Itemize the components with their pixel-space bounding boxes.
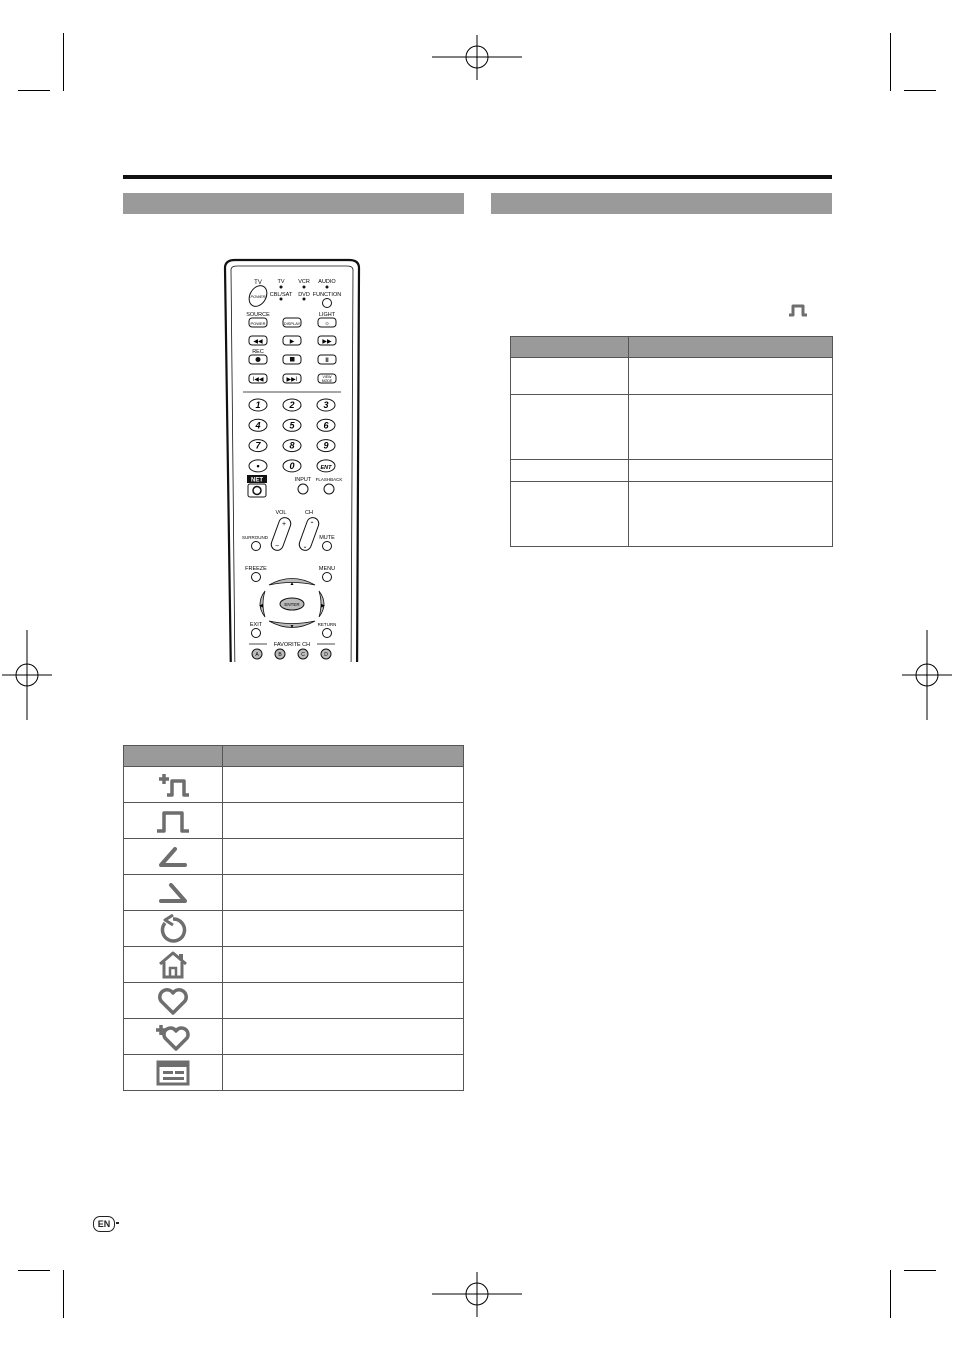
- crop-mark: [890, 1270, 891, 1318]
- table-cell: [223, 947, 464, 983]
- digit-label: 1: [255, 400, 261, 410]
- volume-down-icon: −: [274, 543, 280, 550]
- prev-icon: [155, 843, 191, 871]
- reload-icon: [155, 914, 191, 944]
- home-icon: [155, 950, 191, 980]
- view-mode-label: VIEW: [322, 375, 332, 379]
- crop-mark: [904, 90, 936, 91]
- table-cell: [223, 839, 464, 875]
- table-row: [124, 1019, 464, 1055]
- arrow-right-icon: ▶: [321, 603, 325, 609]
- digit-label: 9: [323, 440, 329, 451]
- crop-mark: [890, 33, 891, 91]
- mute-button[interactable]: [323, 542, 332, 551]
- icon-cell: [124, 767, 223, 803]
- registration-mark: [2, 630, 52, 720]
- digit-label: 7: [255, 440, 261, 451]
- icon-table: [123, 745, 464, 1091]
- page-icon: [787, 303, 809, 317]
- table-cell: [223, 911, 464, 947]
- rec-icon: [256, 357, 261, 362]
- icon-cell: [124, 1055, 223, 1091]
- icon-cell: [124, 983, 223, 1019]
- function-table: [510, 336, 833, 547]
- label-tv-source: TV: [277, 279, 285, 285]
- favorite-d-label: D: [324, 652, 328, 658]
- label-tv: TV: [254, 280, 262, 286]
- table-row: [124, 767, 464, 803]
- digit-label: 8: [289, 440, 295, 451]
- rewind-icon: ◀◀: [253, 339, 263, 345]
- table-cell: [223, 767, 464, 803]
- crop-mark: [904, 1270, 936, 1271]
- enter-label: ENTER: [284, 602, 300, 607]
- label-menu: MENU: [318, 566, 336, 572]
- digit-label: 6: [323, 420, 329, 431]
- arrow-down-icon: ▼: [289, 624, 295, 630]
- add-page-icon: [155, 771, 191, 799]
- crop-mark: [63, 1270, 64, 1318]
- arrow-left-icon: ◀: [259, 603, 263, 609]
- digit-label: ENT: [320, 464, 332, 471]
- label-mute: MUTE: [319, 535, 335, 541]
- view-mode-label-2: MODE: [321, 379, 333, 383]
- table-row: [124, 911, 464, 947]
- digit-label: 5: [289, 420, 295, 431]
- fast-forward-icon: ▶▶: [322, 339, 332, 345]
- favorite-a-label: A: [255, 652, 259, 658]
- table-row: [511, 358, 833, 395]
- label-return: RETURN: [317, 622, 337, 627]
- icon-cell: [124, 839, 223, 875]
- table-row: [124, 1055, 464, 1091]
- digit-label: •: [256, 460, 260, 471]
- exit-button[interactable]: [252, 629, 261, 638]
- light-icon: ☼: [324, 321, 330, 327]
- play-icon: ▶: [289, 339, 295, 345]
- table-row: [124, 803, 464, 839]
- digit-label: 2: [289, 400, 295, 410]
- table-cell: [629, 395, 833, 460]
- source-power-label: POWER: [250, 321, 266, 326]
- table-cell: [223, 1019, 464, 1055]
- table-cell: [629, 460, 833, 482]
- favorite-b-label: B: [278, 652, 282, 658]
- table-cell: [511, 358, 629, 395]
- stop-icon: [290, 357, 295, 362]
- table-header-row: [124, 746, 464, 767]
- table-row: [511, 482, 833, 547]
- table-row: [124, 947, 464, 983]
- registration-mark: [432, 1272, 522, 1317]
- table-header-cell: [223, 746, 464, 767]
- table-cell: [629, 358, 833, 395]
- registration-mark: [902, 630, 952, 720]
- icon-cell: [124, 947, 223, 983]
- input-button[interactable]: [298, 484, 308, 494]
- table-cell: [223, 1055, 464, 1091]
- table-header-cell: [511, 337, 629, 358]
- table-cell: [511, 482, 629, 547]
- crop-mark: [18, 1270, 50, 1271]
- table-cell: [223, 875, 464, 911]
- table-row: [511, 460, 833, 482]
- label-ch: CH: [305, 510, 313, 516]
- favorite-c-label: C: [301, 652, 305, 658]
- header-rule: [123, 175, 832, 179]
- label-favorite-ch: FAVORITE CH: [273, 642, 311, 648]
- remote-control-illustration: [221, 258, 363, 662]
- icon-cell: [124, 1019, 223, 1055]
- label-vol: VOL: [275, 510, 287, 516]
- window-icon: [155, 1059, 191, 1087]
- add-favorite-icon: [153, 1022, 193, 1052]
- crop-mark: [18, 90, 50, 91]
- icon-cell: [124, 803, 223, 839]
- pause-icon: II: [325, 358, 329, 364]
- label-light: LIGHT: [318, 312, 336, 318]
- arrow-up-icon: ▲: [289, 581, 295, 587]
- net-label: NET: [251, 477, 263, 484]
- channel-up-icon: ⌃: [309, 522, 315, 528]
- digit-label: 4: [255, 420, 261, 431]
- table-header-row: [511, 337, 833, 358]
- digit-label: 3: [323, 400, 329, 410]
- table-header-cell: [124, 746, 223, 767]
- table-row: [511, 395, 833, 460]
- power-label: POWER: [250, 294, 266, 299]
- flashback-button[interactable]: [324, 484, 334, 494]
- icon-cell: [124, 875, 223, 911]
- skip-back-icon: I◀◀: [252, 377, 264, 383]
- next-icon: [155, 879, 191, 907]
- right-section-header: [491, 193, 832, 214]
- volume-up-icon: +: [281, 521, 287, 528]
- table-cell: [223, 803, 464, 839]
- table-row: [124, 839, 464, 875]
- skip-forward-icon: ▶▶I: [286, 377, 298, 383]
- label-input: INPUT: [294, 477, 312, 483]
- left-section-header: [123, 193, 464, 214]
- table-cell: [629, 482, 833, 547]
- display-label: DISPLAY: [283, 321, 301, 326]
- language-badge: EN: [93, 1216, 115, 1232]
- label-function: FUNCTION: [312, 292, 342, 298]
- label-source: SOURCE: [246, 312, 270, 318]
- favorite-icon: [155, 986, 191, 1016]
- label-surround: SURROUND: [241, 535, 269, 540]
- table-cell: [511, 460, 629, 482]
- label-dvd: DVD: [298, 292, 310, 298]
- return-button[interactable]: [323, 629, 332, 638]
- table-cell: [511, 395, 629, 460]
- label-freeze: FREEZE: [245, 566, 267, 572]
- table-cell: [223, 983, 464, 1019]
- page-dot: [116, 1222, 119, 1224]
- menu-button[interactable]: [323, 573, 332, 582]
- crop-mark: [63, 33, 64, 91]
- freeze-button[interactable]: [252, 573, 261, 582]
- function-button[interactable]: [323, 299, 332, 308]
- digit-label: 0: [289, 460, 295, 471]
- label-cbl-sat: CBL/SAT: [269, 292, 293, 298]
- surround-button[interactable]: [252, 542, 261, 551]
- table-header-cell: [629, 337, 833, 358]
- channel-down-icon: ⌄: [302, 544, 308, 550]
- label-audio: AUDIO: [318, 279, 336, 285]
- icon-cell: [124, 911, 223, 947]
- page-icon: [155, 807, 191, 835]
- label-rec: REC: [252, 349, 264, 355]
- table-row: [124, 875, 464, 911]
- label-exit: EXIT: [249, 622, 263, 628]
- label-vcr: VCR: [298, 279, 310, 285]
- registration-mark: [432, 35, 522, 80]
- table-row: [124, 983, 464, 1019]
- label-flashback: FLASHBACK: [315, 477, 343, 482]
